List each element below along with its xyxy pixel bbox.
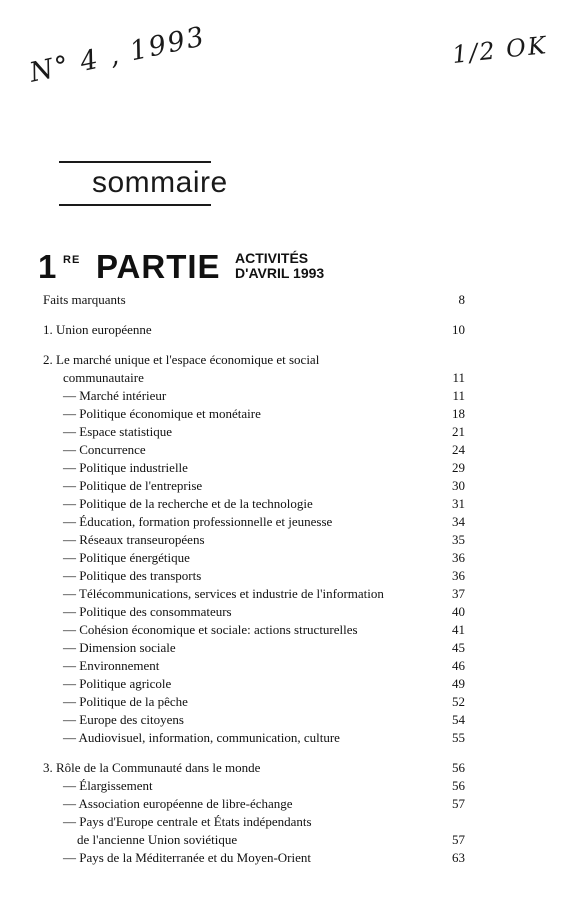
toc-entry-page: 8 <box>458 292 465 307</box>
toc-entry-title: — Pays d'Europe centrale et États indépendants <box>63 814 312 829</box>
part-subtitle-line2: D'AVRIL 1993 <box>235 265 325 281</box>
toc-entry-title: — Politique énergétique <box>63 550 190 565</box>
toc-entry-page: 57 <box>452 796 465 811</box>
part-subtitle-line1: ACTIVITÉS <box>235 250 309 266</box>
toc-entry-page: 29 <box>452 460 465 475</box>
part-suffix: RE <box>63 254 81 266</box>
toc-entry-page: 37 <box>452 586 465 601</box>
toc-entry-page: 52 <box>452 694 465 709</box>
toc-entry <box>43 621 465 639</box>
toc-entry-page: 24 <box>452 442 465 457</box>
toc-entry <box>43 369 465 387</box>
toc-entry-title: — Environnement <box>63 658 160 673</box>
toc-entry <box>43 759 465 777</box>
toc-entry <box>43 351 465 369</box>
toc-entry-page: 31 <box>452 496 465 511</box>
toc-entry <box>43 549 465 567</box>
toc-entry <box>43 729 465 747</box>
toc-entry-page: 56 <box>452 778 465 793</box>
toc-entry <box>43 441 465 459</box>
toc-entry-title: 1. Union européenne <box>43 322 152 337</box>
toc-entry-title: — Dimension sociale <box>63 640 176 655</box>
toc-entry-page: 34 <box>452 514 465 529</box>
toc-entry-title: 2. Le marché unique et l'espace économique et social <box>43 352 320 367</box>
toc-entry-title: — Europe des citoyens <box>63 712 184 727</box>
toc-entry-title: 3. Rôle de la Communauté dans le monde <box>43 760 261 775</box>
toc-entry <box>43 495 465 513</box>
toc-entry <box>43 813 465 831</box>
toc-entry-title: — Politique de la pêche <box>63 694 188 709</box>
part-number: 1 <box>38 248 57 285</box>
toc-entry <box>43 321 465 339</box>
toc-entry-title: — Concurrence <box>63 442 146 457</box>
toc-entry-page: 40 <box>452 604 465 619</box>
toc-entry-page: 11 <box>452 370 465 385</box>
toc-entry-title: — Éducation, formation professionnelle et jeunesse <box>63 514 333 529</box>
toc-entry <box>43 831 465 849</box>
toc-entry <box>43 291 465 309</box>
toc-entry-title: — Télécommunications, services et industrie de l'information <box>63 586 384 601</box>
title-rule-top <box>59 161 211 163</box>
toc-entry-title: — Cohésion économique et sociale: actions structurelles <box>63 622 358 637</box>
toc-entry-page: 45 <box>452 640 465 655</box>
toc-entry <box>43 795 465 813</box>
toc-entry-title: — Politique économique et monétaire <box>63 406 261 421</box>
toc-entry-title: — Politique agricole <box>63 676 172 691</box>
toc-entry-page: 10 <box>452 322 465 337</box>
toc-entry <box>43 777 465 795</box>
table-of-contents <box>43 291 465 867</box>
toc-entry <box>43 585 465 603</box>
toc-entry-title: — Marché intérieur <box>63 388 167 403</box>
title-rule-bottom <box>59 204 211 206</box>
part-word: PARTIE <box>96 248 221 285</box>
toc-entry-title: — Audiovisuel, information, communication, culture <box>63 730 340 745</box>
toc-entry-page: 55 <box>452 730 465 745</box>
toc-entry-title: — Réseaux transeuropéens <box>63 532 205 547</box>
toc-entry <box>43 657 465 675</box>
toc-entry-title: communautaire <box>63 370 144 385</box>
toc-entry-page: 49 <box>452 676 465 691</box>
handwritten-check-note: 1/2 OK <box>450 31 550 69</box>
toc-entry-title: — Élargissement <box>63 778 153 793</box>
toc-entry-title: de l'ancienne Union soviétique <box>77 832 238 847</box>
toc-entry-title: — Politique de la recherche et de la technologie <box>63 496 313 511</box>
toc-entry-page: 35 <box>452 532 465 547</box>
page-title: sommaire <box>92 166 228 199</box>
toc-entry-title: Faits marquants <box>43 292 126 307</box>
toc-entry-page: 63 <box>452 850 465 865</box>
toc-entry <box>43 459 465 477</box>
toc-entry-page: 11 <box>452 388 465 403</box>
toc-entry-title: — Association européenne de libre-échange <box>63 796 293 811</box>
toc-entry-page: 30 <box>452 478 465 493</box>
toc-entry <box>43 477 465 495</box>
toc-entry-page: 46 <box>452 658 465 673</box>
toc-entry-title: — Politique industrielle <box>63 460 188 475</box>
toc-entry <box>43 675 465 693</box>
toc-entry-page: 36 <box>452 568 465 583</box>
toc-entry <box>43 639 465 657</box>
handwritten-issue-note: N° 4 , 1993 <box>26 21 209 89</box>
toc-entry-page: 57 <box>452 832 465 847</box>
toc-entry-title: — Politique de l'entreprise <box>63 478 203 493</box>
toc-entry-title: — Pays de la Méditerranée et du Moyen-Orient <box>63 850 312 865</box>
toc-entry <box>43 603 465 621</box>
toc-entry-page: 21 <box>452 424 465 439</box>
toc-entry <box>43 423 465 441</box>
toc-entry-page: 18 <box>452 406 465 421</box>
toc-entry-page: 56 <box>452 760 465 775</box>
toc-entry <box>43 531 465 549</box>
toc-entry-title: — Politique des consommateurs <box>63 604 232 619</box>
toc-entry-page: 36 <box>452 550 465 565</box>
toc-entry <box>43 513 465 531</box>
toc-entry-page: 41 <box>452 622 465 637</box>
toc-entry-title: — Espace statistique <box>63 424 173 439</box>
toc-entry-title: — Politique des transports <box>63 568 202 583</box>
toc-entry-page: 54 <box>452 712 465 727</box>
part-subtitle <box>235 251 324 281</box>
toc-entry <box>43 405 465 423</box>
toc-entry <box>43 711 465 729</box>
toc-entry <box>43 849 465 867</box>
toc-entry <box>43 693 465 711</box>
toc-entry <box>43 387 465 405</box>
toc-entry <box>43 567 465 585</box>
